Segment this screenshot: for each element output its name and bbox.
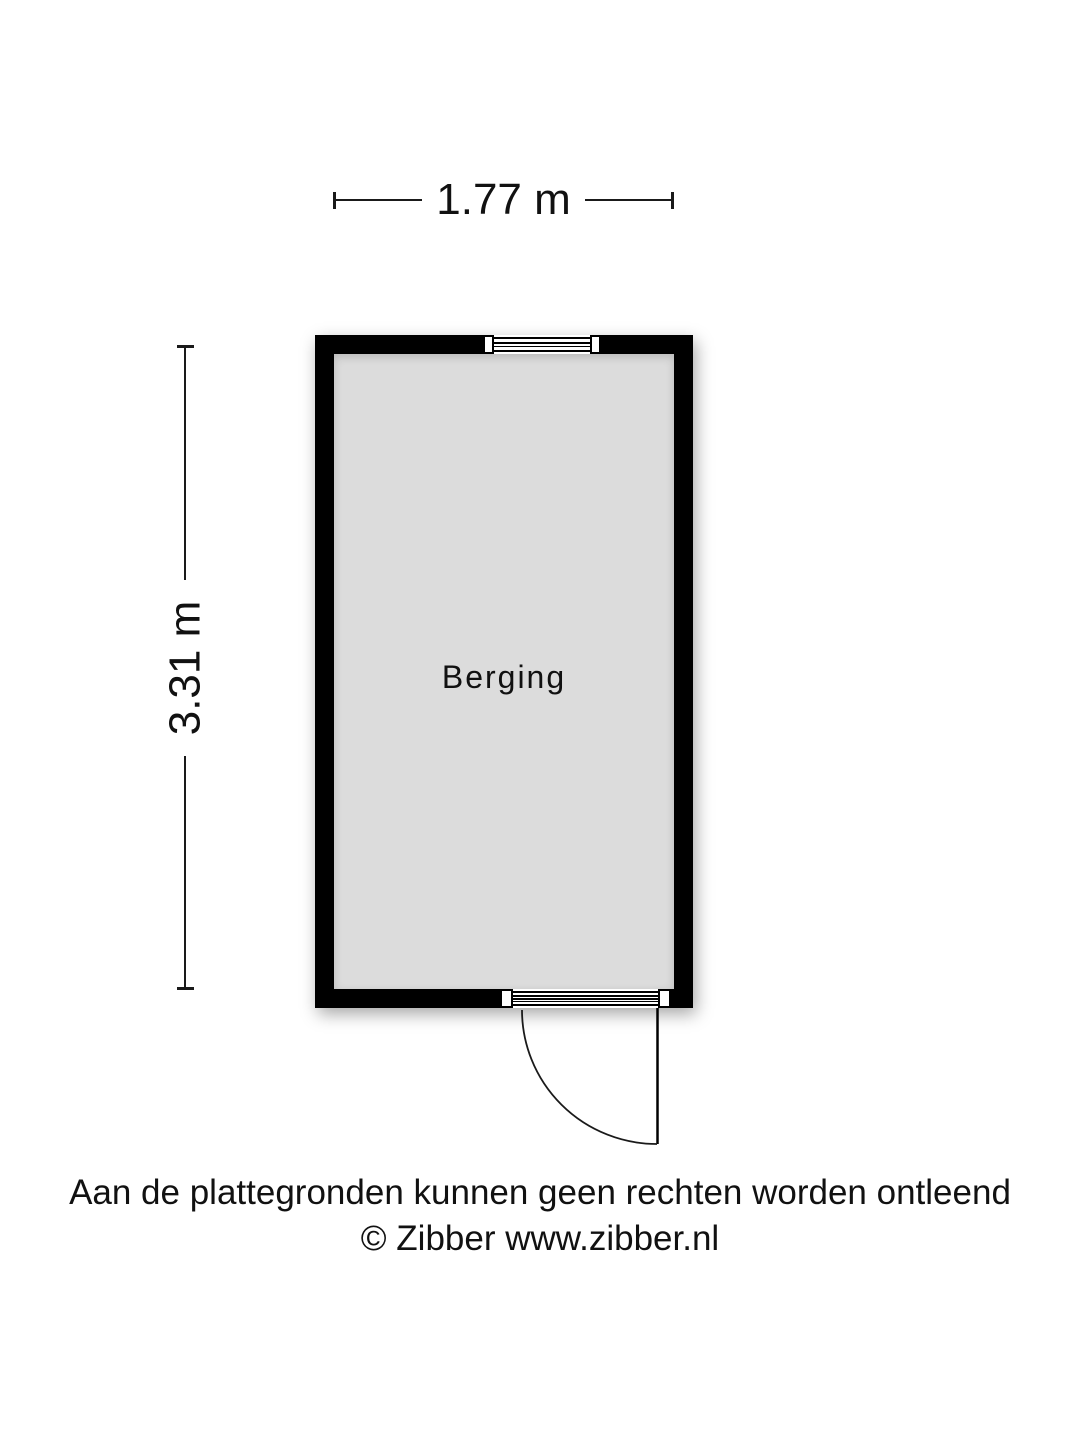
door-opening-bottom [500, 989, 671, 1008]
door-jamb-right [658, 989, 671, 1008]
door-threshold-line [513, 1001, 658, 1003]
window-pane-line [494, 342, 590, 344]
door-threshold-line [513, 998, 658, 1000]
window-jamb-right [590, 335, 601, 354]
window-top [483, 335, 601, 354]
footer-copyright: © Zibber www.zibber.nl [360, 1219, 720, 1258]
door-swing [520, 1007, 660, 1147]
window-pane-line [494, 346, 590, 348]
dimension-width-label: 1.77 m [436, 175, 571, 224]
dimension-width [333, 175, 674, 225]
dimension-line-bottom-segment [184, 756, 187, 988]
dimension-height-label-wrap [160, 580, 210, 756]
window-glass [494, 337, 590, 352]
footer-disclaimer: Aan de plattegronden kunnen geen rechten worden ontleend [69, 1173, 1011, 1212]
footer [0, 1170, 1080, 1262]
window-jamb-left [483, 335, 494, 354]
dimension-height [160, 345, 210, 990]
room-berging-walls [315, 335, 693, 1008]
room-berging-floor [334, 354, 674, 989]
door-threshold [513, 991, 658, 1006]
door-jamb-left [500, 989, 513, 1008]
dimension-line-right-segment [585, 199, 671, 202]
dimension-line-top-segment [184, 348, 187, 580]
door-swing-arc [522, 1010, 657, 1144]
dimension-line-left-segment [336, 199, 422, 202]
door-threshold-line [513, 995, 658, 997]
dimension-height-label: 3.31 m [160, 600, 210, 735]
dimension-tick-right [671, 192, 674, 209]
room-label: Berging [441, 659, 567, 695]
dimension-tick-bottom [177, 987, 194, 990]
